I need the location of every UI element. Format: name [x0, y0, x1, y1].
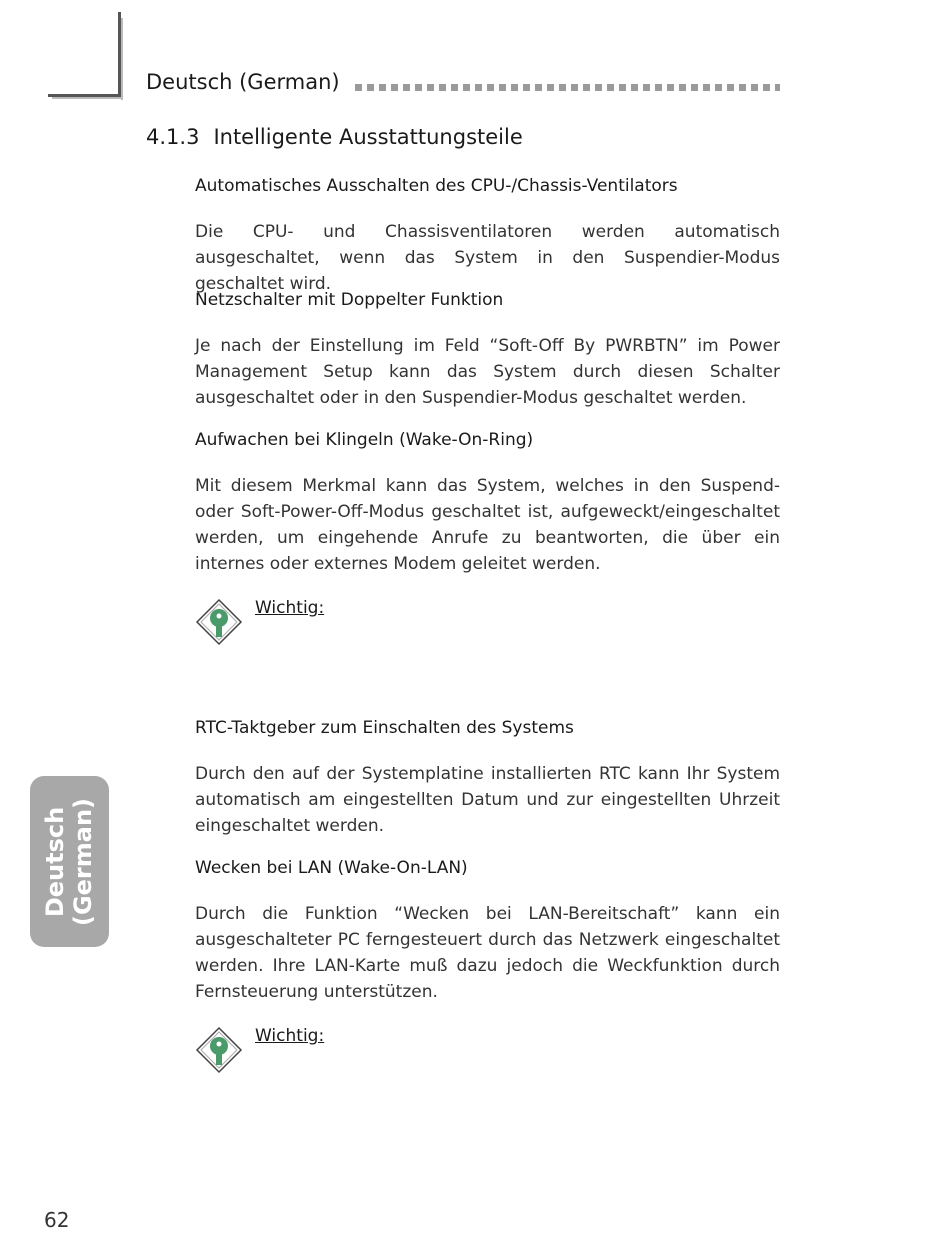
- paragraph-fan-off: Die CPU- und Chassisventilatoren werden automatisch ausgeschaltet, wenn das System in den Suspendier-Modus geschaltet wird.: [195, 222, 780, 294]
- paragraph-rtc: Durch den auf der Systemplatine installierten RTC kann Ihr System automatisch am eingestellten Datum und zur eingestellten Uhrzeit eingeschaltet werden.: [195, 764, 780, 836]
- important-label: Wichtig:: [255, 598, 325, 618]
- corner-mark-shadow-vertical: [121, 18, 123, 100]
- corner-mark-shadow-horizontal: [52, 97, 122, 99]
- section-title-text: Intelligente Ausstattungsteile: [213, 125, 523, 149]
- subheading-wake-on-lan: Wecken bei LAN (Wake-On-LAN): [195, 858, 468, 878]
- important-label: Wichtig:: [255, 1026, 325, 1046]
- paragraph-wake-on-lan: Durch die Funktion “Wecken bei LAN-Bereitschaft” kann ein ausgeschalteter PC ferngesteuert durch das Netzwerk eingeschaltet werden. Ihre LAN-Karte muß dazu jedoch die Weckfunktion durch Fernsteuerung unterstützen.: [195, 904, 780, 1002]
- subheading-dual-power-switch: Netzschalter mit Doppelter Funktion: [195, 290, 504, 310]
- subheading-fan-off: Automatisches Ausschalten des CPU-/Chassis-Ventilators: [195, 176, 678, 196]
- language-side-tab: [30, 776, 109, 947]
- key-icon: [195, 1026, 243, 1074]
- subheading-rtc: RTC-Taktgeber zum Einschalten des Systems: [195, 718, 574, 738]
- key-icon: [195, 598, 243, 646]
- side-tab-text: [42, 797, 98, 925]
- side-tab-line2: (German): [69, 797, 98, 926]
- side-tab-line1: Deutsch: [41, 806, 70, 917]
- header-dotted-rule: [355, 84, 780, 92]
- paragraph-wake-on-ring: Mit diesem Merkmal kann das System, welches in den Suspend- oder Soft-Power-Off-Modus geschaltet ist, aufgeweckt/eingeschaltet werden, um eingehende Anrufe zu beantworten, die über ein internes oder externes Modem geleitet werden.: [195, 476, 780, 574]
- subheading-wake-on-ring: Aufwachen bei Klingeln (Wake-On-Ring): [195, 430, 534, 450]
- paragraph-dual-power-switch: Je nach der Einstellung im Feld “Soft-Off By PWRBTN” im Power Management Setup kann das System durch diesen Schalter ausgeschaltet oder in den Suspendier-Modus geschaltet werden.: [195, 336, 780, 408]
- page-number: 62: [44, 1208, 70, 1232]
- section-title: [146, 125, 523, 149]
- header-title: Deutsch (German): [146, 70, 340, 94]
- section-number: 4.1.3: [146, 125, 200, 149]
